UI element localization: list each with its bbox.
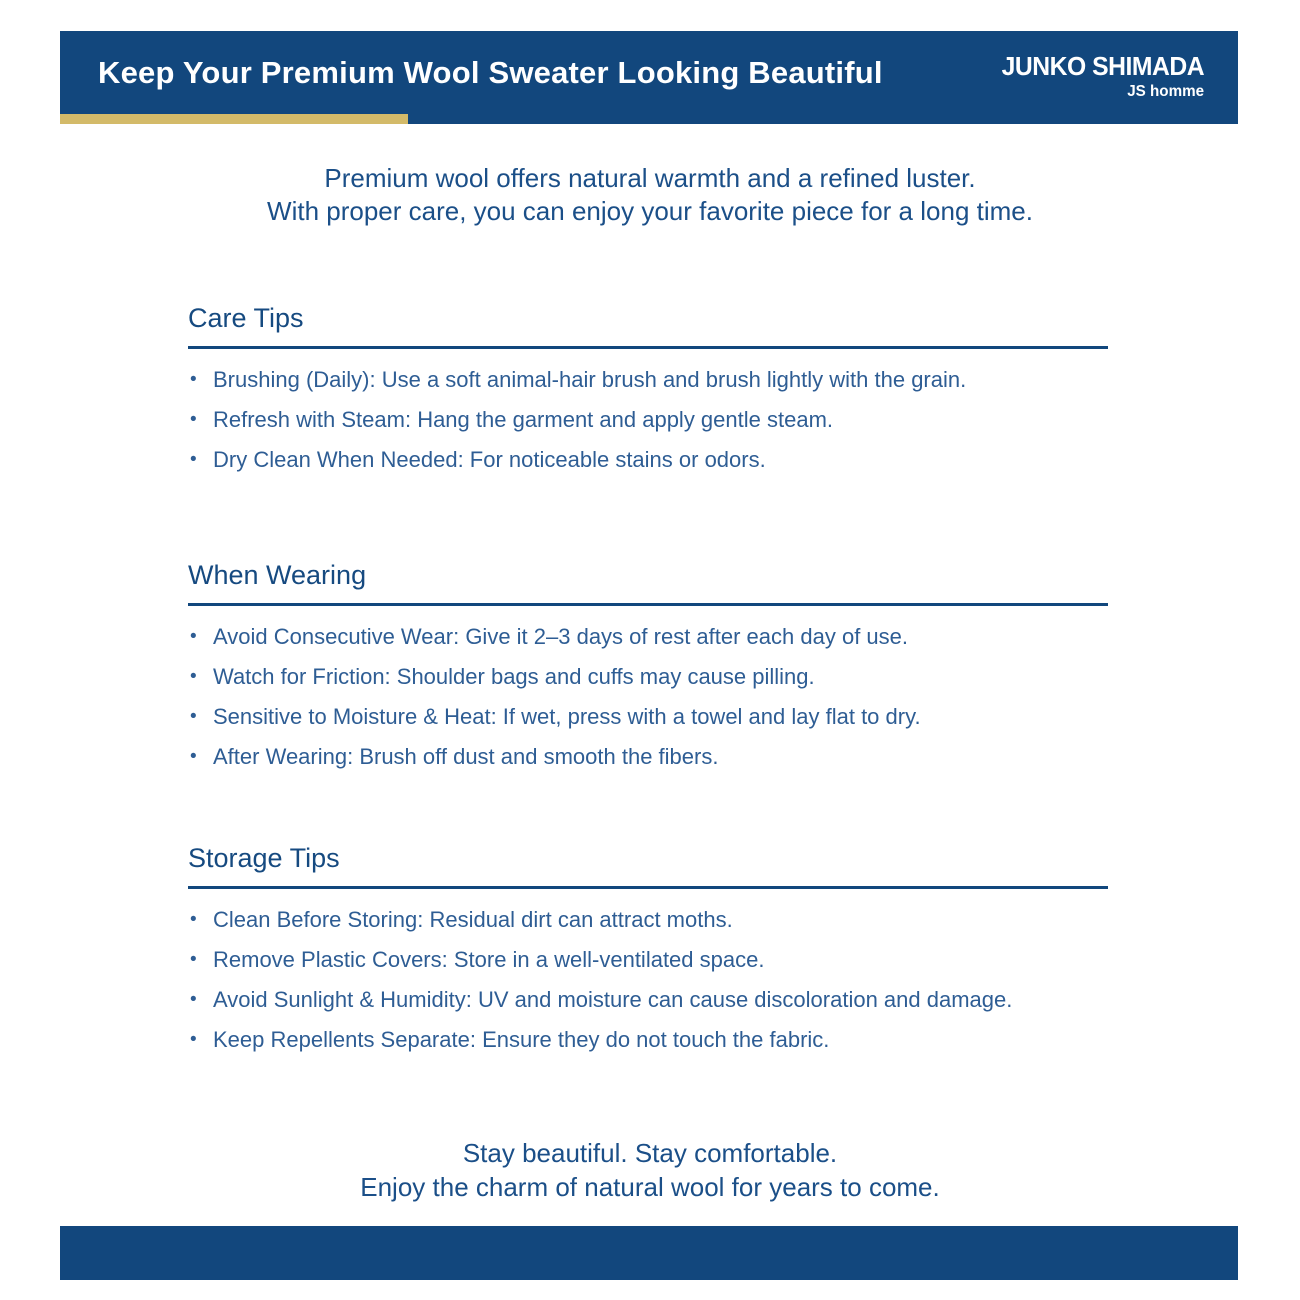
tip-text: Clean Before Storing: Residual dirt can attract moths.: [213, 907, 733, 932]
section-title-care-tips: Care Tips: [188, 303, 1108, 349]
tip-text: Refresh with Steam: Hang the garment and apply gentle steam.: [213, 407, 834, 432]
tip-text: After Wearing: Brush off dust and smooth the fibers.: [213, 744, 719, 769]
tip-text: Dry Clean When Needed: For noticeable stains or odors.: [213, 447, 766, 472]
intro-text: [0, 162, 1300, 228]
tip-text: Avoid Consecutive Wear: Give it 2–3 days of rest after each day of use.: [213, 624, 908, 649]
brand-logo: [991, 51, 1204, 101]
section-title-storage-tips: Storage Tips: [188, 843, 1108, 889]
tip-list: [188, 360, 1108, 480]
tip-item: [188, 697, 1108, 737]
tip-item: [188, 400, 1108, 440]
header-bar: [60, 31, 1238, 124]
brand-name: JUNKO SHIMADA: [1001, 51, 1204, 81]
section-when-wearing: [188, 560, 1108, 777]
tip-text: Watch for Friction: Shoulder bags and cuffs may cause pilling.: [213, 664, 815, 689]
closing-line-2: Enjoy the charm of natural wool for years to come.: [360, 1172, 940, 1202]
brand-subname: JS homme: [1127, 83, 1204, 100]
section-storage-tips: [188, 843, 1108, 1060]
closing-line-1: Stay beautiful. Stay comfortable.: [462, 1138, 838, 1168]
section-title-when-wearing: When Wearing: [188, 560, 1108, 606]
tip-item: [188, 900, 1108, 940]
footer-bar: [60, 1226, 1238, 1280]
tip-list: [188, 900, 1108, 1060]
tip-item: [188, 657, 1108, 697]
tip-text: Sensitive to Moisture & Heat: If wet, press with a towel and lay flat to dry.: [213, 704, 921, 729]
intro-line-1: Premium wool offers natural warmth and a refined luster.: [324, 163, 976, 193]
tip-text: Keep Repellents Separate: Ensure they do not touch the fabric.: [213, 1027, 830, 1052]
tip-text: Brushing (Daily): Use a soft animal-hair brush and brush lightly with the grain.: [213, 367, 967, 392]
tip-item: [188, 360, 1108, 400]
intro-line-2: With proper care, you can enjoy your favorite piece for a long time.: [267, 196, 1033, 226]
tip-list: [188, 617, 1108, 777]
tip-text: Avoid Sunlight & Humidity: UV and moisture can cause discoloration and damage.: [213, 987, 1013, 1012]
page-title: Keep Your Premium Wool Sweater Looking Beautiful: [98, 54, 883, 90]
tip-item: [188, 440, 1108, 480]
tip-item: [188, 940, 1108, 980]
tip-item: [188, 737, 1108, 777]
tip-item: [188, 1020, 1108, 1060]
tip-item: [188, 980, 1108, 1020]
tip-text: Remove Plastic Covers: Store in a well-ventilated space.: [213, 947, 765, 972]
tip-item: [188, 617, 1108, 657]
section-care-tips: [188, 303, 1108, 480]
closing-message: [0, 1136, 1300, 1204]
gold-accent-bar: [60, 114, 408, 124]
